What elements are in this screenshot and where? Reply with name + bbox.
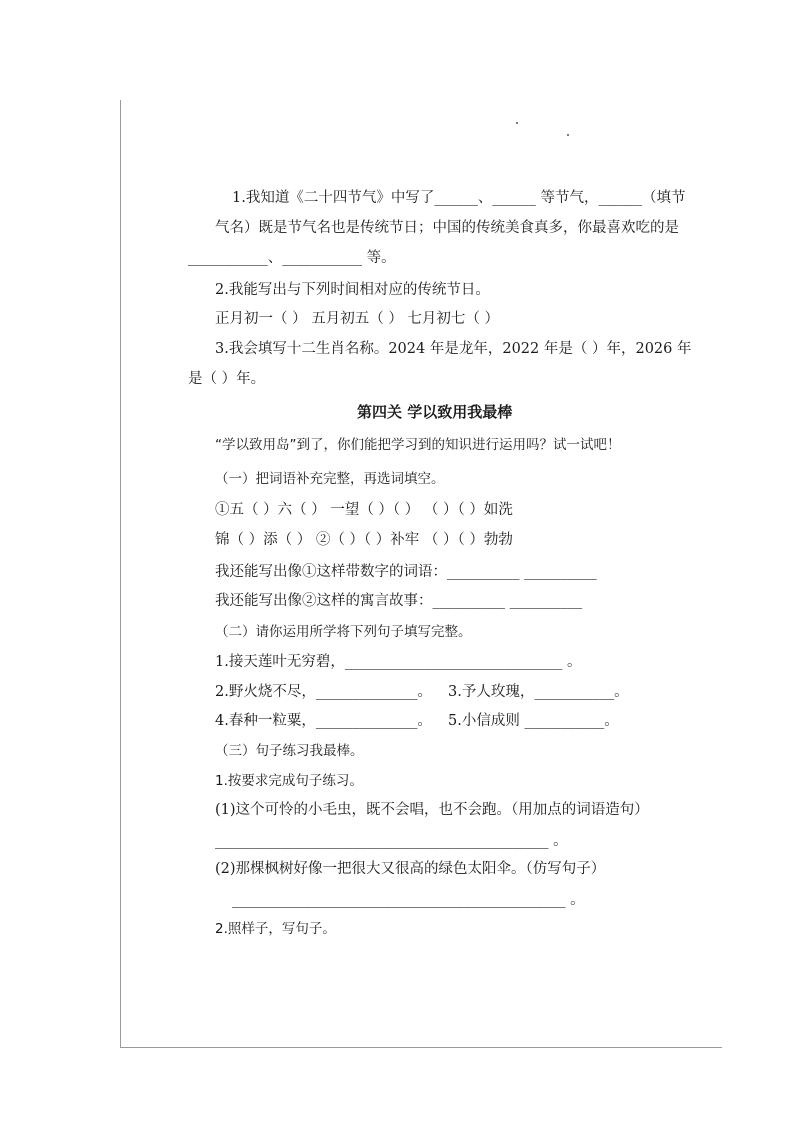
part1-heading: （一）把词语补充完整，再选词填空。 [215, 471, 445, 487]
part1-row2: 锦（ ）添（ ） ②（ ）（ ）补牢 （ ）（ ）勃勃 [215, 532, 513, 548]
q1-line1: 1.我知道《二十四节气》中写了______、______ 等节气，______（填节 [232, 190, 686, 206]
part3-q1b: (2)那棵枫树好像一把很大又很高的绿色太阳伞。（仿写句子） [215, 861, 606, 877]
part2-sentence-5: 5.小信成则 ___________。 [448, 713, 619, 729]
part2-sentence-4: 4.春种一粒粟，______________。 [215, 713, 432, 729]
part2-heading: （二）请你运用所学将下列句子填写完整。 [215, 624, 472, 640]
scan-border-left [120, 100, 121, 1048]
q2-prompt: 2.我能写出与下列时间相对应的传统节日。 [215, 282, 490, 298]
q3-line2: 是（ ）年。 [188, 371, 266, 387]
part3-q1a: (1)这个可怜的小毛虫，既不会唱，也不会跑。（用加点的词语造句） [215, 802, 649, 818]
q1-line2: 气名）既是节气名也是传统节日；中国的传统美食真多，你最喜欢吃的是 [215, 220, 679, 236]
part3-heading: （三）句子练习我最棒。 [215, 743, 364, 759]
part2-sentence-3: 3.予人玫瑰，___________。 [448, 684, 629, 700]
part1-q2: 我还能写出像②这样的寓言故事：__________ __________ [215, 593, 583, 609]
part3-q1b-blank: ______________________________________________ 。 [232, 892, 585, 908]
scan-border-bottom [120, 1047, 722, 1048]
scan-speck [567, 134, 569, 136]
part1-row1: ①五（ ）六（ ） 一望（ ）（ ） （ ）（ ）如洗 [215, 502, 513, 518]
part2-sentence-1: 1.接天莲叶无穷碧，______________________________ 。 [215, 654, 582, 670]
q2-items: 正月初一（ ） 五月初五（ ） 七月初七（ ） [215, 311, 500, 327]
part2-sentence-2: 2.野火烧不尽，______________。 [215, 684, 432, 700]
part3-q1: 1.按要求完成句子练习。 [215, 773, 363, 789]
part1-q1: 我还能写出像①这样带数字的词语：__________ __________ [215, 564, 597, 580]
q3-line1: 3.我会填写十二生肖名称。2024 年是龙年，2022 年是（ ）年，2026 年 [215, 341, 692, 357]
scan-speck [516, 122, 518, 124]
q1-line3: ___________、___________ 等。 [188, 250, 396, 266]
section-intro: “学以致用岛”到了，你们能把学习到的知识进行运用吗？试一试吧！ [215, 437, 621, 453]
part3-q1a-blank: ______________________________________________ 。 [215, 833, 568, 849]
part3-q2: 2.照样子，写句子。 [215, 921, 336, 937]
section-title: 第四关 学以致用我最棒 [357, 403, 513, 421]
